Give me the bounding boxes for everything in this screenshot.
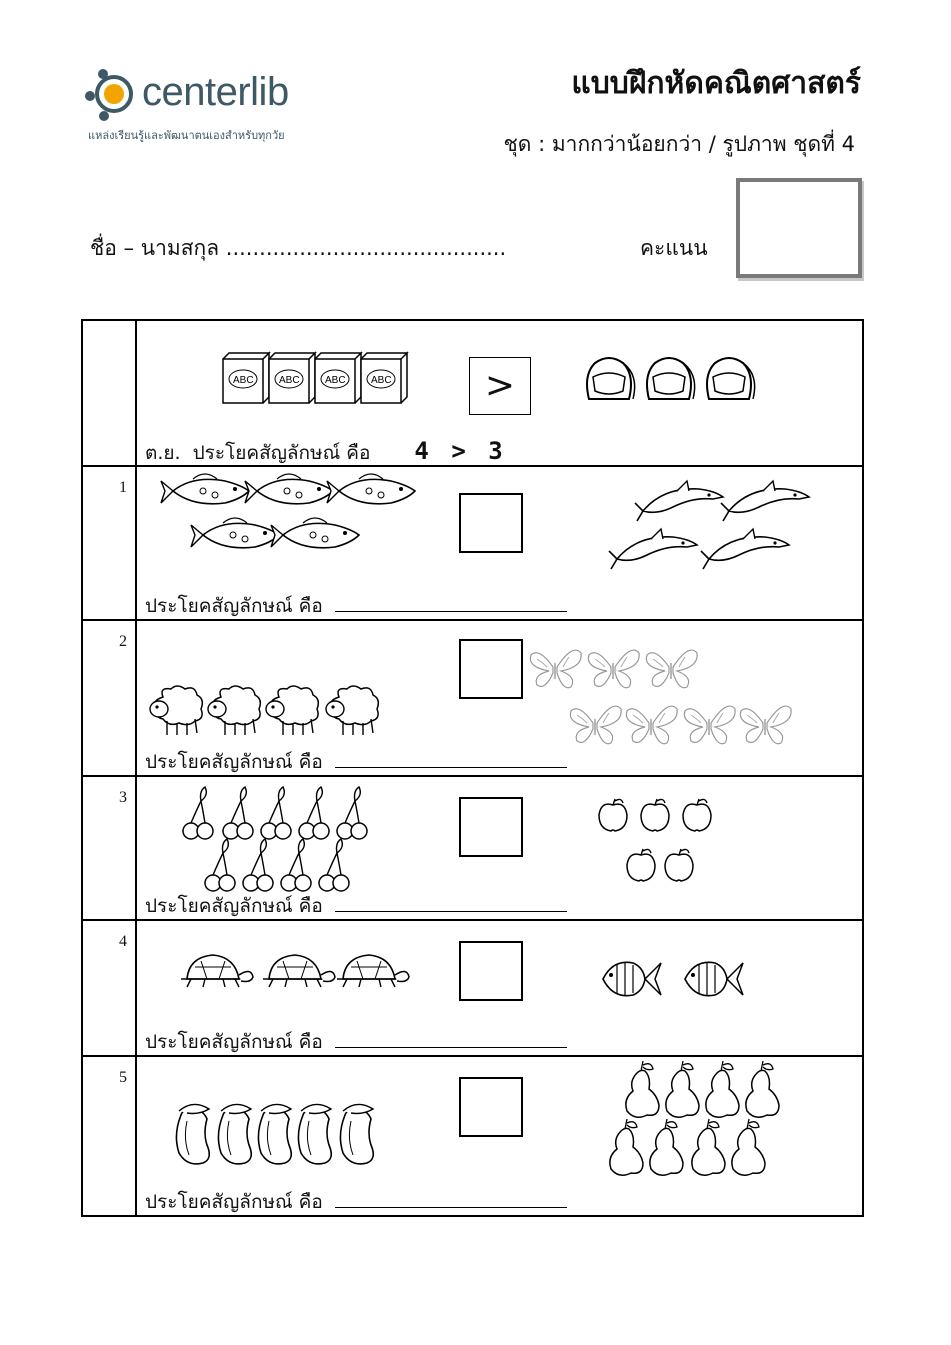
pear-icon <box>610 1119 643 1175</box>
sentence-label: ประโยคสัญลักษณ์ คือ <box>145 1031 323 1053</box>
number-cell <box>82 320 136 466</box>
question-sentence <box>145 1027 567 1057</box>
cherry-icon <box>183 787 213 839</box>
fish-icon <box>271 518 359 548</box>
butterfly-icon <box>740 706 791 744</box>
cherry-icon <box>299 787 329 839</box>
answer-box[interactable] <box>459 493 523 553</box>
apple-icon <box>641 799 669 831</box>
pear-icon <box>732 1119 765 1175</box>
sentence-label: ประโยคสัญลักษณ์ คือ <box>145 895 323 917</box>
number-cell <box>82 776 136 920</box>
number-cell <box>82 620 136 776</box>
butterfly-icon <box>570 706 621 744</box>
question-sentence <box>145 747 567 777</box>
dolphin-icon <box>701 529 789 569</box>
number-cell <box>82 920 136 1056</box>
logo-tagline: แหล่งเรียนรู้และพัฒนาตนเองสำหรับทุกวัย <box>88 129 285 142</box>
score-box[interactable] <box>736 178 862 278</box>
cherry-icon <box>337 787 367 839</box>
question-row <box>82 466 863 620</box>
turtle-icon <box>337 955 409 987</box>
book-icon <box>269 353 315 403</box>
pear-icon <box>626 1061 659 1117</box>
sentence-label: ประโยคสัญลักษณ์ คือ <box>145 595 323 617</box>
cherry-icon <box>319 839 349 891</box>
answer-box[interactable] <box>459 797 523 857</box>
question-sentence <box>145 1187 567 1217</box>
dolphin-icon <box>609 529 697 569</box>
score-label: คะแนน <box>640 236 708 260</box>
butterfly-icon <box>646 650 697 688</box>
example-row <box>82 320 863 466</box>
question-row <box>82 620 863 776</box>
number-cell <box>82 466 136 620</box>
pear-icon <box>746 1061 779 1117</box>
pear-icon <box>650 1119 683 1175</box>
question-row <box>82 776 863 920</box>
sheep-icon <box>266 686 318 735</box>
sentence-label: ประโยคสัญลักษณ์ คือ <box>192 442 371 464</box>
svg-text:ABC: ABC <box>233 375 254 386</box>
question-sentence <box>145 891 567 921</box>
sheep-icon <box>326 686 378 735</box>
svg-text:ABC: ABC <box>371 375 392 386</box>
sheep-icon <box>150 686 202 735</box>
question-cell <box>136 620 863 776</box>
apple-icon <box>665 849 693 881</box>
mango-icon <box>218 1104 251 1163</box>
centerlib-logo <box>84 64 384 154</box>
mango-icon <box>340 1104 373 1163</box>
book-icon <box>361 353 407 403</box>
question-number: 1 <box>119 479 127 496</box>
example-answer: 4 > 3 <box>414 437 507 465</box>
question-row <box>82 920 863 1056</box>
sentence-label: ประโยคสัญลักษณ์ คือ <box>145 751 323 773</box>
fish-icon <box>191 518 279 548</box>
butterfly-icon <box>626 706 677 744</box>
answer-box[interactable] <box>459 639 523 699</box>
fish-icon <box>161 474 249 504</box>
pear-icon <box>706 1061 739 1117</box>
answer-blank[interactable] <box>335 893 567 912</box>
worksheet-table <box>81 319 864 1217</box>
cherry-icon <box>205 839 235 891</box>
svg-text:ABC: ABC <box>325 375 346 386</box>
fish-icon <box>327 474 415 504</box>
sheep-icon <box>208 686 260 735</box>
question-cell <box>136 920 863 1056</box>
example-cell <box>136 320 863 466</box>
example-answer-box: > <box>469 357 531 415</box>
page-subtitle: ชุด : มากกว่าน้อยกว่า / รูปภาพ ชุดที่ 4 <box>503 132 855 156</box>
question-number: 4 <box>119 933 127 950</box>
example-prefix: ต.ย. <box>145 442 181 464</box>
cherry-icon <box>243 839 273 891</box>
turtle-icon <box>263 955 335 987</box>
question-number: 2 <box>119 633 127 650</box>
name-field[interactable]: ชื่อ – นามสกุล .......................................... <box>90 236 507 260</box>
logo-mark-icon <box>84 66 144 126</box>
question-number: 5 <box>119 1069 127 1086</box>
logo-wordmark: centerlib <box>142 70 289 114</box>
backpack-icon <box>647 358 695 399</box>
apple-icon <box>627 849 655 881</box>
tropical-fish-icon <box>685 962 743 995</box>
question-number: 3 <box>119 789 127 806</box>
sentence-label: ประโยคสัญลักษณ์ คือ <box>145 1191 323 1213</box>
answer-blank[interactable] <box>335 593 567 612</box>
cherry-icon <box>281 839 311 891</box>
backpack-icon <box>707 358 755 399</box>
book-icon <box>315 353 361 403</box>
fish-icon <box>245 474 333 504</box>
number-cell <box>82 1056 136 1216</box>
pear-icon <box>666 1061 699 1117</box>
apple-icon <box>683 799 711 831</box>
svg-text:ABC: ABC <box>279 375 300 386</box>
mango-icon <box>298 1104 331 1163</box>
mango-icon <box>176 1104 209 1163</box>
dolphin-icon <box>721 481 809 521</box>
dolphin-icon <box>635 481 723 521</box>
butterfly-icon <box>588 650 639 688</box>
butterfly-icon <box>530 650 581 688</box>
question-row <box>82 1056 863 1216</box>
butterfly-icon <box>684 706 735 744</box>
question-cell <box>136 466 863 620</box>
apple-icon <box>599 799 627 831</box>
page-title: แบบฝึกหัดคณิตศาสตร์ <box>571 66 861 101</box>
question-sentence <box>145 591 567 621</box>
example-sentence <box>145 437 507 468</box>
cherry-icon <box>261 787 291 839</box>
book-icon <box>223 353 269 403</box>
answer-blank[interactable] <box>335 1029 567 1048</box>
answer-blank[interactable] <box>335 749 567 768</box>
question-cell <box>136 776 863 920</box>
mango-icon <box>258 1104 291 1163</box>
pear-icon <box>692 1119 725 1175</box>
answer-box[interactable] <box>459 1077 523 1137</box>
turtle-icon <box>181 955 253 987</box>
answer-blank[interactable] <box>335 1189 567 1208</box>
answer-box[interactable] <box>459 941 523 1001</box>
question-cell <box>136 1056 863 1216</box>
backpack-icon <box>587 358 635 399</box>
cherry-icon <box>223 787 253 839</box>
tropical-fish-icon <box>603 962 661 995</box>
